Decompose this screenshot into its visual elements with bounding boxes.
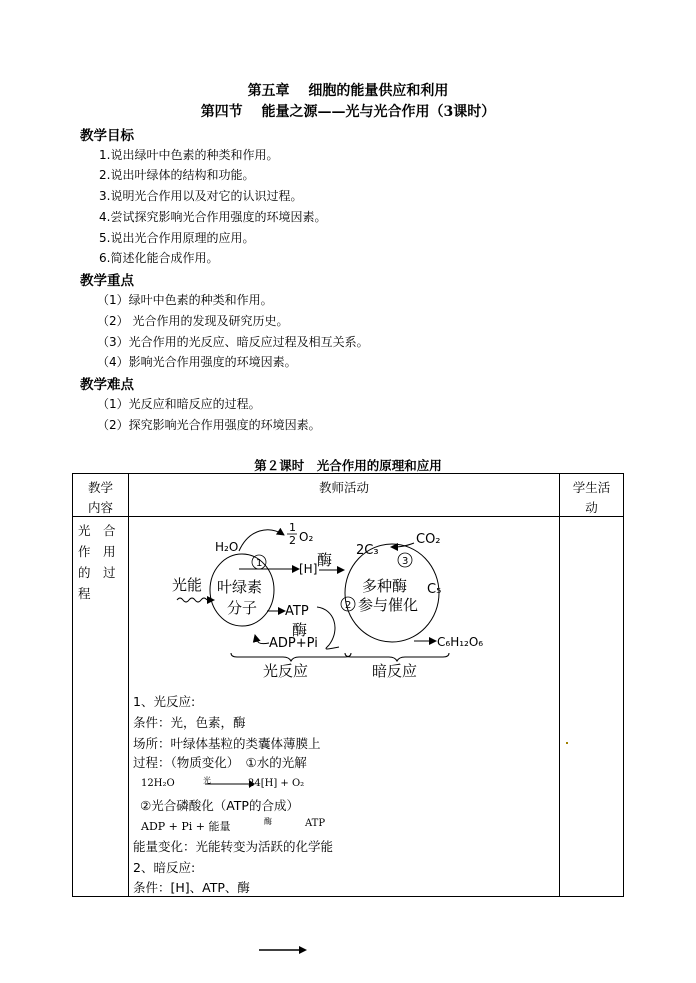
adp-label: ADP+Pi xyxy=(269,636,318,651)
equation-2-left: ADP + Pi + 能量 xyxy=(141,820,231,833)
enzyme-2-label: 酶 xyxy=(292,621,308,639)
pigment-label-2: 分子 xyxy=(227,599,258,617)
key-point-item: （4）影响光合作用强度的环境因素。 xyxy=(97,355,297,369)
equation-2-right: ATP xyxy=(305,818,326,829)
table-border-right xyxy=(623,473,624,897)
goal-item: 2.说出叶绿体的结构和功能。 xyxy=(99,168,255,182)
bottom-arrow xyxy=(259,945,309,955)
key-point-item: （1）绿叶中色素的种类和作用。 xyxy=(97,293,273,307)
lesson-caption: 第２课时 光合作用的原理和应用 xyxy=(254,458,442,473)
note-photophosphorylation: ②光合磷酸化（ATP的合成） xyxy=(140,798,299,813)
table-border-left xyxy=(72,473,73,897)
row-label-line: 作 用 xyxy=(78,544,116,559)
stray-mark xyxy=(566,742,568,744)
table-border-top xyxy=(72,473,624,474)
note-light-reaction-title: 1、光反应: xyxy=(133,694,196,709)
equation-2-condition: 酶 xyxy=(264,817,272,826)
svg-text:1: 1 xyxy=(256,558,263,569)
equation-1-condition: 光 xyxy=(203,776,211,785)
difficulty-item: （2）探究影响光合作用强度的环境因素。 xyxy=(97,418,321,432)
row-label-line: 程 xyxy=(78,586,91,601)
note-light-location: 场所：叶绿体基粒的类囊体薄膜上 xyxy=(133,736,321,751)
dark-reaction-brace xyxy=(345,653,449,661)
c3-label: 2C₃ xyxy=(356,543,379,558)
header-content-line1: 教学 xyxy=(87,480,113,495)
pigment-label-1: 叶绿素 xyxy=(217,578,263,596)
goal-item: 3.说明光合作用以及对它的认识过程。 xyxy=(99,189,303,203)
header-teacher-activity: 教师活动 xyxy=(318,480,369,495)
header-student-line2: 动 xyxy=(585,500,598,515)
light-energy-arrow xyxy=(177,598,207,602)
co2-label: CO₂ xyxy=(416,532,441,547)
h2o-label: H₂O xyxy=(215,540,239,554)
note-dark-reaction-title: 2、暗反应: xyxy=(133,860,196,875)
equation-1-right: 24[H] + O₂ xyxy=(248,778,305,789)
note-light-process: 过程：（物质变化） ①水的光解 xyxy=(133,755,307,770)
dark-reaction-label: 暗反应 xyxy=(372,662,418,680)
key-point-item: （3）光合作用的光反应、暗反应过程及相互关系。 xyxy=(97,335,369,349)
row-label-line: 光 合 xyxy=(78,523,116,538)
section-title: 第四节 能量之源——光与光合作用（3课时） xyxy=(200,104,496,120)
c5-label: C₅ xyxy=(427,582,442,597)
goal-item: 5.说出光合作用原理的应用。 xyxy=(99,231,255,245)
note-dark-condition: 条件：[H]、ATP、酶 xyxy=(133,880,250,895)
key-point-item: （2） 光合作用的发现及研究历史。 xyxy=(97,314,289,328)
header-student-line1: 学生活 xyxy=(572,480,611,495)
o2-fraction-den: 2 xyxy=(289,534,296,547)
goal-item: 4.尝试探究影响光合作用强度的环境因素。 xyxy=(99,210,327,224)
chapter-title: 第五章 细胞的能量供应和利用 xyxy=(247,83,449,99)
light-energy-label: 光能 xyxy=(172,576,203,594)
key-points-heading: 教学重点 xyxy=(80,273,134,289)
table-col-divider-2 xyxy=(559,473,560,897)
table-border-bottom xyxy=(72,896,624,897)
o2-label: O₂ xyxy=(299,530,314,544)
enzyme-1-label: 酶 xyxy=(317,551,333,569)
equation-1-left: 12H₂O xyxy=(141,778,175,789)
goal-item: 6.简述化能合成作用。 xyxy=(99,251,219,265)
glucose-label: C₆H₁₂O₆ xyxy=(437,635,484,649)
svg-text:2: 2 xyxy=(345,600,352,611)
o2-fraction-num: 1 xyxy=(289,521,296,534)
row-label-line: 的 过 xyxy=(78,565,116,580)
atp-label: ATP xyxy=(285,604,309,619)
note-light-condition: 条件：光，色素，酶 xyxy=(133,715,246,730)
light-reaction-brace xyxy=(231,653,351,661)
goals-heading: 教学目标 xyxy=(80,128,134,144)
photosynthesis-diagram xyxy=(129,517,559,692)
multi-enzyme-label-2: 参与催化 xyxy=(358,596,419,614)
svg-text:3: 3 xyxy=(402,556,409,567)
goal-item: 1.说出绿叶中色素的种类和作用。 xyxy=(99,148,279,162)
difficulty-item: （1）光反应和暗反应的过程。 xyxy=(97,397,261,411)
h-label: [H] xyxy=(299,562,318,576)
light-reaction-label: 光反应 xyxy=(263,662,309,680)
multi-enzyme-label-1: 多种酶 xyxy=(362,577,408,595)
header-content-line2: 内容 xyxy=(87,500,113,515)
water-split-arrow xyxy=(239,530,284,551)
note-energy-change: 能量变化：光能转变为活跃的化学能 xyxy=(133,839,334,854)
difficulties-heading: 教学难点 xyxy=(80,377,134,393)
